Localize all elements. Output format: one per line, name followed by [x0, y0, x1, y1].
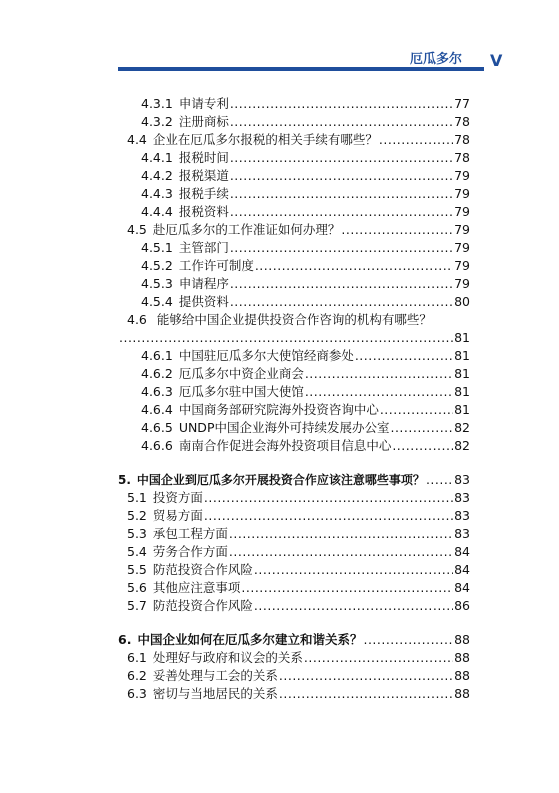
toc-entry[interactable] [141, 347, 470, 365]
dot-leader [119, 329, 453, 347]
toc-label: 报税时间 [178, 150, 229, 165]
toc-entry[interactable] [141, 401, 470, 419]
toc-entry[interactable] [127, 649, 470, 667]
toc-page: 79 [454, 168, 470, 183]
toc-label: 报税资料 [178, 204, 229, 219]
toc-page: 83 [454, 490, 470, 505]
toc-label: 投资方面 [152, 490, 203, 505]
toc-number: 5.4 [127, 544, 147, 559]
toc-page: 77 [454, 96, 470, 111]
toc-number: 4.4.3 [141, 186, 173, 201]
running-header-title: 厄瓜多尔 [410, 52, 463, 67]
dot-leader [379, 131, 453, 149]
toc-page: 84 [454, 562, 470, 577]
toc-label: 中国企业到厄瓜多尔开展投资合作应该注意哪些事项？ [136, 473, 425, 487]
dot-leader [230, 167, 453, 185]
dot-leader [254, 597, 453, 615]
dot-leader [255, 257, 453, 275]
dot-leader [230, 203, 453, 221]
toc-entry[interactable] [127, 667, 470, 685]
toc-number: 4.4.2 [141, 168, 173, 183]
toc-label: 南南合作促进会海外投资项目信息中心 [178, 438, 392, 453]
toc-entry[interactable] [127, 579, 470, 597]
toc-number: 4.5.3 [141, 276, 173, 291]
toc-page: 79 [454, 240, 470, 255]
toc-number: 4.4 [127, 132, 147, 147]
toc-page: 78 [454, 150, 470, 165]
toc-page: 86 [454, 598, 470, 613]
toc-number: 5.7 [127, 598, 147, 613]
toc-label: 提供资料 [178, 294, 229, 309]
toc-number: 6. [118, 632, 132, 647]
toc-page: 81 [454, 402, 470, 417]
dot-leader [229, 543, 453, 561]
toc-entry[interactable] [141, 167, 470, 185]
toc-entry[interactable] [141, 239, 470, 257]
toc-chapter-entry[interactable] [118, 471, 470, 489]
toc-label: 企业在厄瓜多尔报税的相关手续有哪些？ [152, 132, 378, 147]
toc-page: 88 [454, 668, 470, 683]
toc-page: 84 [454, 580, 470, 595]
toc-entry[interactable] [141, 185, 470, 203]
toc-label: 厄瓜多尔驻中国大使馆 [178, 384, 304, 399]
toc-entry[interactable] [127, 507, 470, 525]
toc-page: 79 [454, 186, 470, 201]
dot-leader [363, 631, 453, 649]
toc-label: 申请程序 [178, 276, 229, 291]
toc-label: 赴厄瓜多尔的工作准证如何办理？ [152, 222, 341, 237]
toc-label: 申请专利 [178, 96, 229, 111]
toc-label: 工作许可制度 [178, 258, 254, 273]
toc-number: 4.3.2 [141, 114, 173, 129]
toc-label: 处理好与政府和议会的关系 [152, 650, 303, 665]
toc-page: 80 [454, 294, 470, 309]
toc-number: 6.2 [127, 668, 147, 683]
toc-page: 83 [454, 508, 470, 523]
toc-number: 5.2 [127, 508, 147, 523]
toc-entry[interactable] [127, 597, 470, 615]
dot-leader [230, 239, 453, 257]
toc-entry[interactable] [141, 257, 470, 275]
dot-leader [355, 347, 453, 365]
toc-label: 能够给中国企业提供投资合作咨询的机构有哪些？ [156, 312, 432, 327]
toc-entry[interactable] [141, 203, 470, 221]
toc-number: 4.4.1 [141, 150, 173, 165]
dot-leader [304, 649, 453, 667]
toc-page: 81 [454, 384, 470, 399]
toc-number: 4.6.3 [141, 384, 173, 399]
dot-leader [230, 293, 453, 311]
toc-number: 4.5.1 [141, 240, 173, 255]
toc-label: 报税渠道 [178, 168, 229, 183]
toc-entry[interactable] [141, 95, 470, 113]
toc-entry[interactable] [141, 293, 470, 311]
toc-page: 79 [454, 222, 470, 237]
toc-page: 79 [454, 204, 470, 219]
toc-page: 79 [454, 258, 470, 273]
toc-number: 6.1 [127, 650, 147, 665]
toc-number: 5.3 [127, 526, 147, 541]
dot-leader [204, 507, 453, 525]
toc-entry[interactable] [127, 685, 470, 703]
toc-number: 4.6 [127, 312, 147, 327]
toc-number: 4.6.5 [141, 420, 173, 435]
toc-page: 82 [454, 438, 470, 453]
toc-number: 5.5 [127, 562, 147, 577]
dot-leader [341, 221, 453, 239]
dot-leader [230, 275, 453, 293]
dot-leader [254, 561, 453, 579]
toc-page: 81 [454, 348, 470, 363]
dot-leader [279, 685, 453, 703]
toc-number: 5. [118, 473, 131, 487]
toc-entry[interactable] [141, 275, 470, 293]
toc-label: 密切与当地居民的关系 [152, 686, 278, 701]
toc-entry-continuation[interactable] [118, 329, 470, 347]
toc-entry[interactable] [141, 437, 470, 455]
toc-label: UNDP中国企业海外可持续发展办公室 [178, 420, 390, 435]
toc-label: 贸易方面 [152, 508, 203, 523]
toc-label: 防范投资合作风险 [152, 598, 253, 613]
toc-label: 劳务合作方面 [152, 544, 228, 559]
toc-number: 4.3.1 [141, 96, 173, 111]
toc-label: 其他应注意事项 [152, 580, 241, 595]
toc-page: 88 [454, 650, 470, 665]
toc-page: 88 [454, 632, 470, 647]
toc-entry[interactable] [127, 525, 470, 543]
toc-page: 88 [454, 686, 470, 701]
toc-label: 中国驻厄瓜多尔大使馆经商参处 [178, 348, 354, 363]
toc-entry[interactable] [127, 221, 470, 239]
toc-label: 防范投资合作风险 [152, 562, 253, 577]
toc-page: 83 [454, 526, 470, 541]
dot-leader [392, 437, 453, 455]
toc-entry[interactable] [141, 365, 470, 383]
toc-entry[interactable] [141, 383, 470, 401]
toc-label: 注册商标 [178, 114, 229, 129]
dot-leader [230, 95, 453, 113]
toc-label: 妥善处理与工会的关系 [152, 668, 278, 683]
dot-leader [305, 383, 453, 401]
dot-leader [230, 149, 453, 167]
dot-leader [241, 579, 453, 597]
toc-number: 4.6.2 [141, 366, 173, 381]
toc-label: 厄瓜多尔中资企业商会 [178, 366, 304, 381]
toc-number: 5.6 [127, 580, 147, 595]
toc-page: 78 [454, 132, 470, 147]
toc-label: 报税手续 [178, 186, 229, 201]
dot-leader [230, 113, 453, 131]
toc-number: 4.6.4 [141, 402, 173, 417]
dot-leader [380, 401, 453, 419]
dot-leader [390, 419, 453, 437]
dot-leader [426, 471, 453, 489]
toc-page: 78 [454, 114, 470, 129]
toc-entry[interactable] [141, 419, 470, 437]
toc-page: 82 [454, 420, 470, 435]
dot-leader [305, 365, 453, 383]
dot-leader [229, 525, 453, 543]
toc-entry-heading[interactable] [127, 311, 432, 329]
toc-chapter-entry[interactable] [118, 631, 470, 649]
page-numeral: V [490, 51, 503, 70]
dot-leader [204, 489, 453, 507]
toc-number: 6.3 [127, 686, 147, 701]
toc-number: 4.5 [127, 222, 147, 237]
toc-entry[interactable] [141, 113, 470, 131]
toc-label: 中国商务部研究院海外投资咨询中心 [178, 402, 379, 417]
toc-entry[interactable] [127, 543, 470, 561]
toc-entry[interactable] [127, 131, 470, 149]
toc-page: 79 [454, 276, 470, 291]
toc-label: 承包工程方面 [152, 526, 228, 541]
toc-number: 4.5.4 [141, 294, 173, 309]
toc-page: 84 [454, 544, 470, 559]
toc-number: 4.5.2 [141, 258, 173, 273]
toc-number: 4.6.1 [141, 348, 173, 363]
toc-page: 83 [454, 472, 470, 487]
dot-leader [230, 185, 453, 203]
toc-entry[interactable] [141, 149, 470, 167]
toc-number: 4.4.4 [141, 204, 173, 219]
toc-number: 5.1 [127, 490, 147, 505]
toc-page: 81 [454, 330, 470, 345]
toc-number: 4.6.6 [141, 438, 173, 453]
dot-leader [279, 667, 453, 685]
toc-page: 81 [454, 366, 470, 381]
toc-entry[interactable] [127, 561, 470, 579]
toc-entry[interactable] [127, 489, 470, 507]
toc-label: 主管部门 [178, 240, 229, 255]
toc-label: 中国企业如何在厄瓜多尔建立和谐关系？ [137, 632, 363, 647]
